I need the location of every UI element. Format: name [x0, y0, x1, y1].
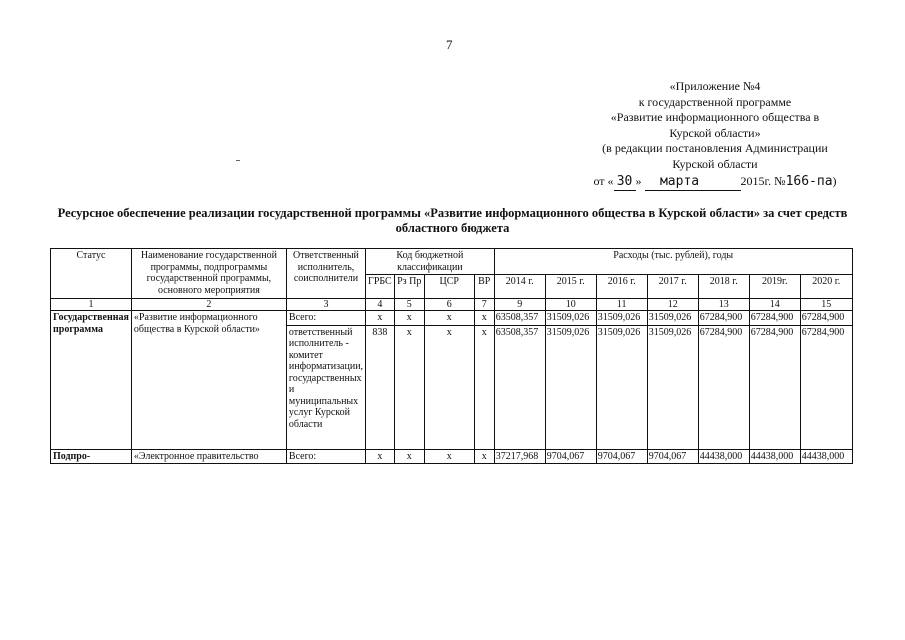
header-year: 2019г.: [749, 275, 800, 299]
row-value: 31509,026: [647, 325, 698, 449]
header-status: Статус: [51, 249, 132, 299]
col-number: 7: [474, 299, 494, 311]
row-value: 31509,026: [596, 311, 647, 326]
col-number: 4: [366, 299, 395, 311]
appendix-line: Курской области»: [669, 125, 761, 140]
col-number: 6: [424, 299, 474, 311]
column-number-row: [51, 299, 853, 311]
date-day: 30: [614, 174, 636, 191]
col-number: 13: [698, 299, 749, 311]
row-rzpr: x: [394, 449, 424, 464]
row-value: 37217,968: [494, 449, 545, 464]
row-value: 44438,000: [749, 449, 800, 464]
row-name: «Развитие информационного общества в Курской области»: [131, 311, 286, 450]
row-rzpr: x: [394, 311, 424, 326]
header-year: 2016 г.: [596, 275, 647, 299]
row-value: 31509,026: [545, 325, 596, 449]
col-number: 9: [494, 299, 545, 311]
row-grbs: x: [366, 449, 395, 464]
col-number: 12: [647, 299, 698, 311]
col-number: 10: [545, 299, 596, 311]
header-year: 2017 г.: [647, 275, 698, 299]
row-value: 9704,067: [647, 449, 698, 464]
row-vr: x: [474, 449, 494, 464]
row-grbs: 838: [366, 325, 395, 449]
row-csr: x: [424, 325, 474, 449]
row-responsible: Всего:: [286, 311, 365, 326]
col-number: 3: [286, 299, 365, 311]
header-year: 2015 г.: [545, 275, 596, 299]
date-prefix: от «: [593, 174, 614, 188]
row-rzpr: x: [394, 325, 424, 449]
resolution-number: 166-па: [785, 174, 833, 189]
col-number: 2: [131, 299, 286, 311]
date-year: 2015г. №: [740, 174, 786, 188]
scan-mark: [236, 160, 240, 161]
resource-table: [50, 248, 853, 464]
header-year: 2018 г.: [698, 275, 749, 299]
header-year: 2014 г.: [494, 275, 545, 299]
row-csr: x: [424, 449, 474, 464]
row-value: 9704,067: [596, 449, 647, 464]
col-number: 14: [749, 299, 800, 311]
row-value: 67284,900: [800, 311, 852, 326]
row-status: Государственная программа: [51, 311, 132, 450]
appendix-line: к государственной программе: [638, 94, 792, 109]
row-value: 67284,900: [749, 311, 800, 326]
row-csr: x: [424, 311, 474, 326]
row-value: 67284,900: [749, 325, 800, 449]
row-value: 9704,067: [545, 449, 596, 464]
row-vr: x: [474, 311, 494, 326]
row-responsible: ответственный исполнитель - комитет информатизации, государственных и муниципальных услуг Курской области: [286, 325, 365, 449]
appendix-date-line: [570, 174, 860, 191]
col-number: 15: [800, 299, 852, 311]
row-value: 63508,357: [494, 311, 545, 326]
header-year: 2020 г.: [800, 275, 852, 299]
header-responsible: Ответственный исполнитель, соисполнители: [286, 249, 365, 299]
row-status: Подпро-: [51, 449, 132, 464]
row-value: 31509,026: [647, 311, 698, 326]
header-vr: ВР: [474, 275, 494, 299]
row-value: 67284,900: [698, 325, 749, 449]
row-grbs: x: [366, 311, 395, 326]
appendix-line: (в редакции постановления Администрации: [602, 141, 828, 155]
col-number: 1: [51, 299, 132, 311]
date-month: марта: [645, 174, 715, 191]
date-sep: »: [635, 174, 642, 188]
date-suffix: ): [832, 174, 837, 188]
header-budget-code: Код бюджетной классификации: [366, 249, 495, 275]
col-number: 11: [596, 299, 647, 311]
appendix-note: [570, 79, 860, 191]
header-rzpr: Рз Пр: [394, 275, 424, 299]
appendix-line: «Развитие информационного общества в: [610, 110, 820, 124]
header-grbs: ГРБС: [366, 275, 395, 299]
page-number: 7: [446, 37, 453, 52]
header-name: Наименование государственной программы, подпрограммы государственной программы, основного мероприятия: [131, 249, 286, 299]
row-responsible: Всего:: [286, 449, 365, 464]
table-row: [51, 311, 853, 326]
header-expenses: Расходы (тыс. рублей), годы: [494, 249, 852, 275]
header-csr: ЦСР: [424, 275, 474, 299]
document-title: Ресурсное обеспечение реализации государственной программы «Развитие информационного общества в Курской области» за счет средств областного бюджета: [57, 206, 848, 235]
row-value: 67284,900: [698, 311, 749, 326]
table-row: [51, 449, 853, 464]
appendix-line: Курской области: [672, 156, 758, 171]
row-value: 31509,026: [545, 311, 596, 326]
row-name: «Электронное правительство: [131, 449, 286, 464]
row-value: 31509,026: [596, 325, 647, 449]
appendix-line: «Приложение №4: [669, 79, 761, 93]
row-value: 67284,900: [800, 325, 852, 449]
date-blank: [715, 174, 741, 191]
row-value: 44438,000: [698, 449, 749, 464]
row-vr: x: [474, 325, 494, 449]
row-value: 63508,357: [494, 325, 545, 449]
col-number: 5: [394, 299, 424, 311]
row-value: 44438,000: [800, 449, 852, 464]
